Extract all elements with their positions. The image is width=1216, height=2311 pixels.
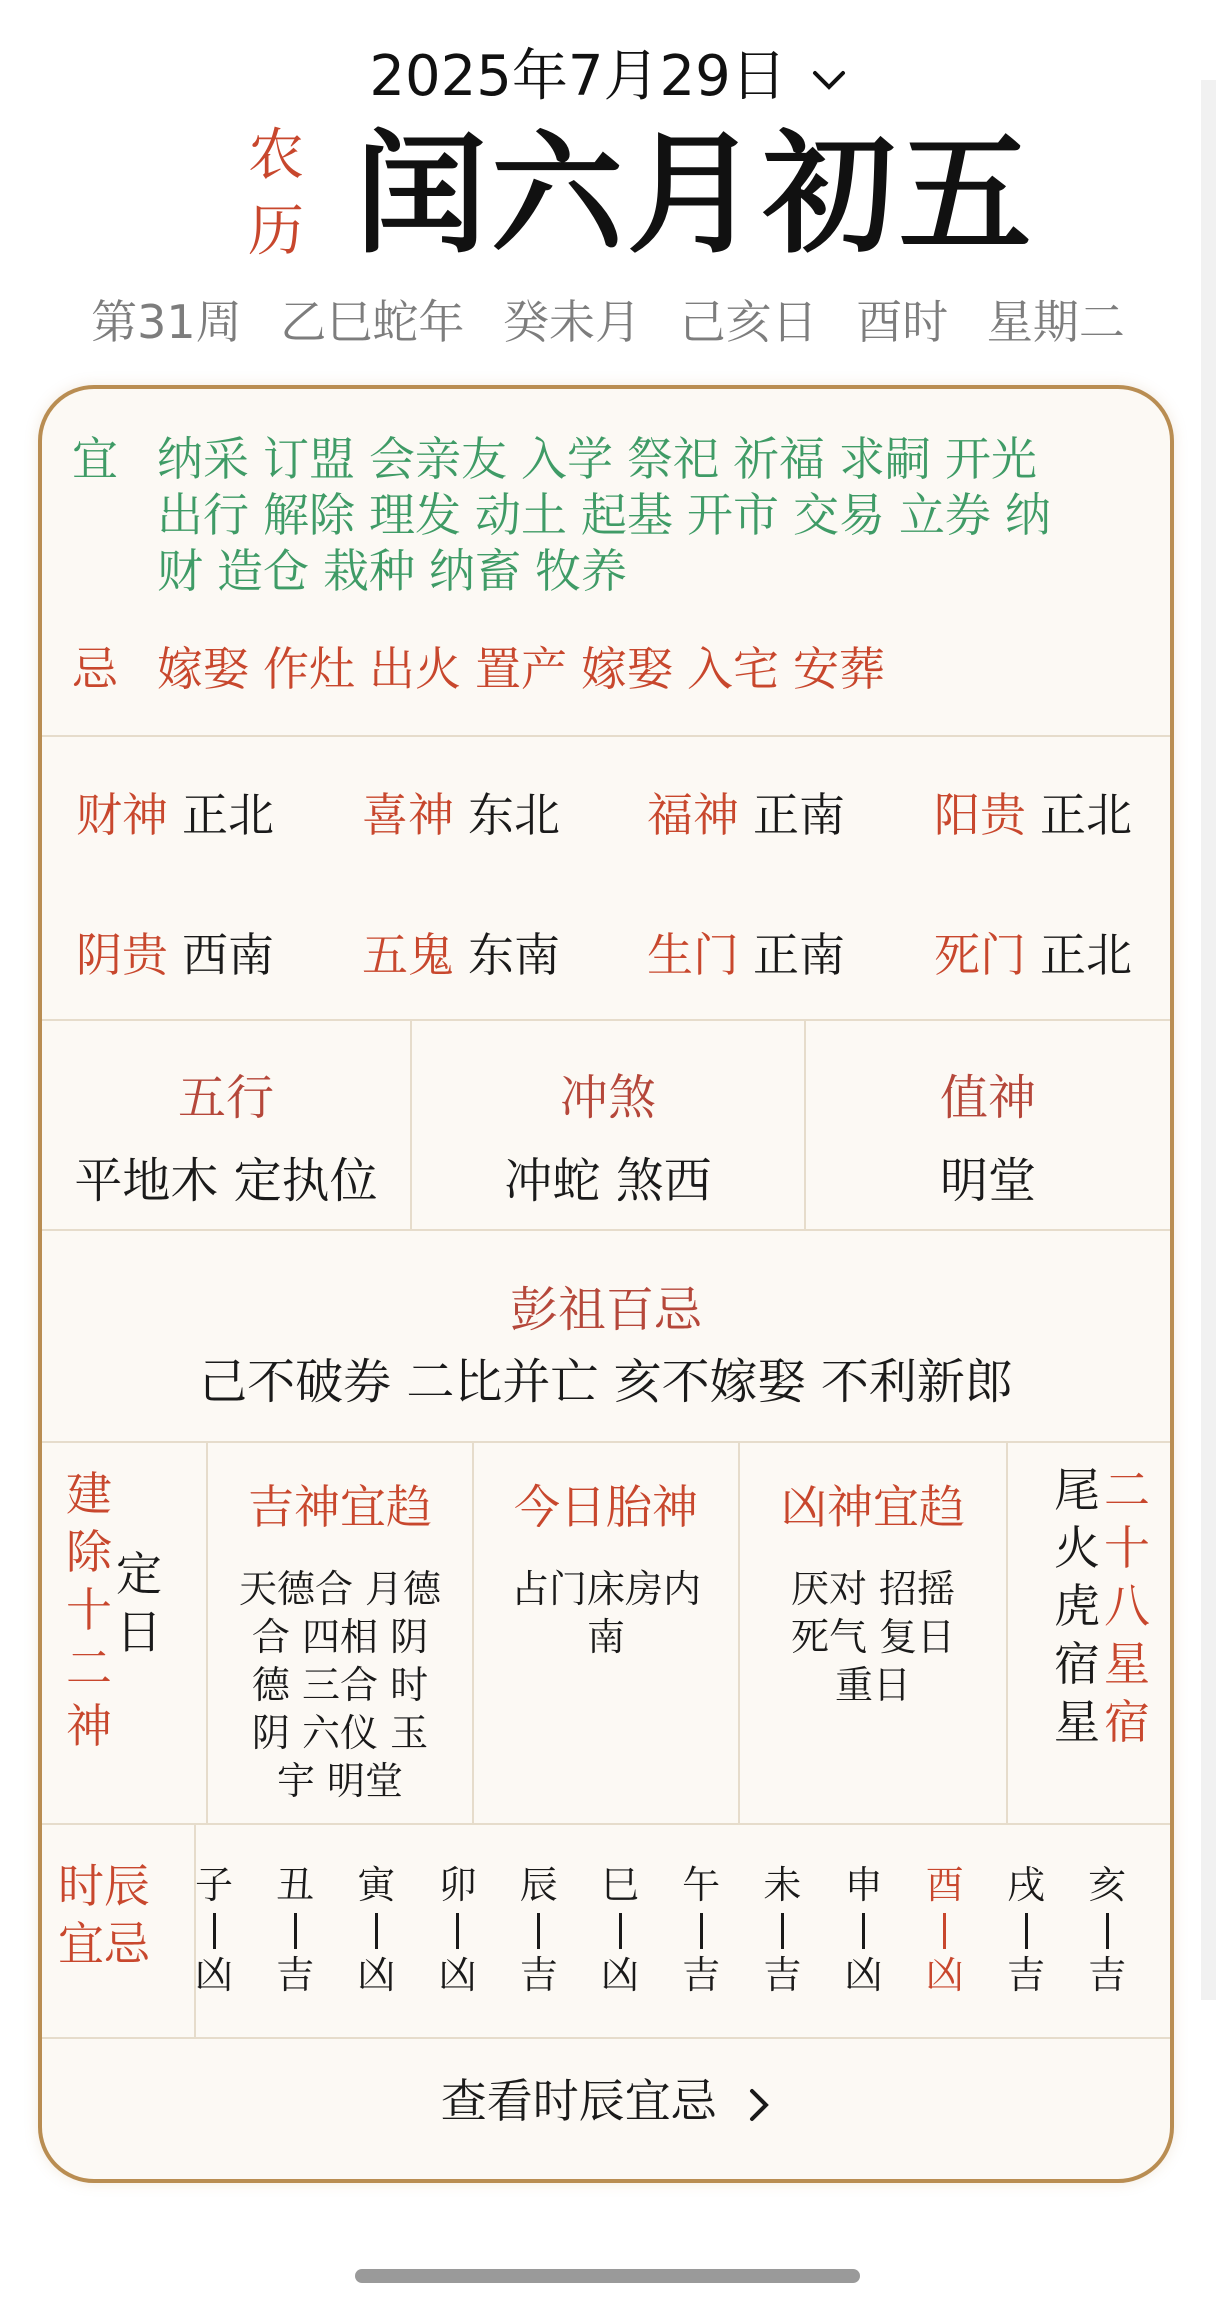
hour-separator [456,1913,459,1949]
hour-branch: 申 [844,1863,883,1907]
yi-line [157,431,1142,487]
xiongshen-line: 死气 复日 [790,1615,956,1659]
direction-yingui [76,919,274,985]
xiu-label-char: 宿 [1104,1695,1150,1749]
scrollbar[interactable] [1201,80,1216,2000]
weekday: 星期二 [986,295,1125,349]
shichen-hour [346,1861,406,1999]
zhishen-value: 明堂 [939,1153,1036,1209]
direction-value: 东北 [468,788,560,842]
jishen-line: 天德合 月德 [238,1567,442,1611]
xiu-value-char: 宿 [1054,1637,1100,1691]
jianchu-label [66,1465,116,1755]
shichen-hour [1077,1861,1137,1999]
hour-luck: 凶 [844,1953,883,1997]
hour-branch: 丑 [276,1863,315,1907]
hour-separator [213,1913,216,1949]
shichen-hour [428,1861,488,1999]
direction-yanggui [934,779,1132,845]
xiongshen-line: 重日 [834,1663,911,1707]
yi-item: 牧养 [535,544,627,598]
hour-branch: 子 [194,1863,233,1907]
direction-wugui [362,919,560,985]
xiu-value-char: 虎 [1054,1579,1100,1633]
yi-item: 动土 [475,488,567,542]
hour-branch: 亥 [1088,1863,1127,1907]
ji-item: 嫁娶 [157,642,249,696]
xiu-label-char: 八 [1104,1579,1150,1633]
direction-label: 阳贵 [934,788,1026,842]
xiongshen-column [740,1443,1006,1823]
direction-value: 西南 [182,928,274,982]
yi-item: 出行 [157,488,249,542]
hour-luck: 吉 [682,1953,721,1997]
hour-separator [537,1913,540,1949]
yi-item: 订盟 [263,432,355,486]
shichen-hour [996,1861,1056,1999]
yi-item: 理发 [369,488,461,542]
shichen-label-line: 时辰 [58,1859,150,1913]
hour-separator [375,1913,378,1949]
hour-separator [700,1913,703,1949]
date-subtitle [0,286,1216,352]
hour-separator [862,1913,865,1949]
chongsha-cell [412,1059,804,1211]
yi-line [157,487,1142,543]
hour-luck: 凶 [194,1953,233,1997]
xiongshen-list [773,1565,973,1709]
wuxing-title: 五行 [177,1070,274,1126]
taishen-column [474,1443,738,1823]
info-section [42,1021,1170,1229]
direction-label: 阴贵 [76,928,168,982]
chongsha-value: 冲蛇 煞西 [504,1153,712,1209]
xiu-label-char: 星 [1104,1637,1150,1691]
jishen-list [220,1565,460,1805]
hour-luck: 凶 [357,1953,396,1997]
view-shichen-button[interactable] [42,2065,1170,2131]
ji-item: 作灶 [263,642,355,696]
direction-xishen [362,779,560,845]
view-shichen-label: 查看时辰宜忌 [440,2074,717,2128]
lunar-tag [248,118,312,270]
xiu-value-char: 尾 [1054,1463,1100,1517]
xiongshen-title: 凶神宜趋 [781,1480,965,1534]
direction-label: 死门 [934,928,1026,982]
wuxing-cell [42,1059,410,1211]
yi-item: 入学 [521,432,613,486]
hour-branch: 辰 [519,1863,558,1907]
hour-luck: 吉 [1088,1953,1127,1997]
jianchu-char: 十 [66,1583,112,1637]
year-ganzhi: 乙巳蛇年 [280,295,465,349]
yi-item: 会亲友 [369,432,507,486]
hour-luck: 吉 [1006,1953,1045,1997]
hour-luck: 凶 [438,1953,477,1997]
xiu-value-char: 星 [1054,1695,1100,1749]
hour-ganzhi: 酉时 [856,295,949,349]
taishen-title: 今日胎神 [514,1480,698,1534]
jianchu-char: 建 [66,1467,112,1521]
shichen-hour [184,1861,244,1999]
yi-item: 立券 [899,488,991,542]
shichen-hour [265,1861,325,1999]
xiu-value [1054,1461,1102,1751]
yi-item: 财 [157,544,203,598]
ji-item: 出火 [369,642,461,696]
direction-value: 正北 [182,788,274,842]
direction-value: 正北 [1040,928,1132,982]
yi-label: 宜 [72,432,118,486]
yi-item: 祭祀 [627,432,719,486]
direction-label: 喜神 [362,788,454,842]
yi-item: 开光 [945,432,1037,486]
hour-branch: 卯 [438,1863,477,1907]
shichen-hour [752,1861,812,1999]
jianchu-value [116,1545,166,1661]
yi-item: 纳采 [157,432,249,486]
shichen-hour [671,1861,731,1999]
yi-item: 栽种 [323,544,415,598]
taishen-line: 南 [586,1615,625,1659]
yi-item: 造仓 [217,544,309,598]
xiu-label-char: 十 [1104,1521,1150,1575]
shichen-hour [915,1861,975,1999]
shichen-label-line: 宜忌 [58,1917,150,1971]
shichen-section [42,1825,1170,2037]
yi-item: 纳畜 [429,544,521,598]
divider [42,2037,1170,2039]
hour-branch: 酉 [925,1863,964,1907]
xiu-label [1104,1461,1152,1751]
yi-item: 开市 [687,488,779,542]
direction-caishen [76,779,274,845]
lunar-date: 闰六月初五 [355,118,1035,272]
direction-label: 五鬼 [362,928,454,982]
jishen-line: 宇 明堂 [276,1759,404,1803]
ji-item: 置产 [475,642,567,696]
ji-item: 入宅 [687,642,779,696]
yi-item: 祈福 [733,432,825,486]
direction-label: 福神 [647,788,739,842]
wuxing-value: 平地木 定执位 [74,1153,378,1209]
xiongshen-line: 厌对 招摇 [790,1567,956,1611]
shen-section [42,1443,1170,1823]
direction-value: 东南 [468,928,560,982]
hour-branch: 巳 [600,1863,639,1907]
jishen-line: 阴 六仪 玉 [251,1711,429,1755]
jianchu-char: 除 [66,1525,112,1579]
day-ganzhi: 己亥日 [679,295,818,349]
yi-line [157,543,1142,599]
chongsha-title: 冲煞 [559,1070,656,1126]
lunar-tag-char: 农 [248,123,304,188]
jishen-column [208,1443,472,1823]
chevron-right-icon [747,2086,771,2124]
hour-separator [619,1913,622,1949]
almanac-card [38,385,1174,2183]
pengzu-title: 彭祖百忌 [509,1282,702,1338]
jianchu-value-char: 定 [116,1547,162,1601]
shichen-label [58,1857,168,1973]
pengzu-section [42,1231,1170,1441]
yi-item: 解除 [263,488,355,542]
hour-luck: 凶 [600,1953,639,1997]
hour-branch: 午 [682,1863,721,1907]
ji-label: 忌 [72,642,118,696]
date-selector[interactable] [0,32,1216,112]
chevron-down-icon [811,68,847,92]
jishen-line: 德 三合 时 [251,1663,429,1707]
yi-list [157,431,1142,599]
hour-branch: 未 [763,1863,802,1907]
direction-label: 生门 [647,928,739,982]
direction-value: 正北 [1040,788,1132,842]
divider [1006,1443,1008,1823]
month-ganzhi: 癸未月 [502,295,641,349]
ji-item: 嫁娶 [581,642,673,696]
zhishen-cell [806,1059,1170,1211]
hour-separator [781,1913,784,1949]
xiu-label-char: 二 [1104,1463,1150,1517]
direction-shengmen [647,919,845,985]
hour-luck: 吉 [519,1953,558,1997]
hour-branch: 戌 [1006,1863,1045,1907]
direction-value: 正南 [753,788,845,842]
hour-separator [1106,1913,1109,1949]
hour-separator [294,1913,297,1949]
yi-item: 求嗣 [839,432,931,486]
hour-luck: 吉 [276,1953,315,1997]
hour-separator [943,1913,946,1949]
direction-value: 正南 [753,928,845,982]
jishen-title: 吉神宜趋 [248,1480,432,1534]
direction-fushen [647,779,845,845]
xiu-value-char: 火 [1054,1521,1100,1575]
ji-item: 安葬 [793,642,885,696]
jianchu-char: 神 [66,1699,112,1753]
direction-simen [934,919,1132,985]
taishen-line: 占门床房内 [510,1567,701,1611]
lunar-tag-char: 历 [248,199,304,264]
yi-item: 纳 [1005,488,1051,542]
jianchu-value-char: 日 [116,1605,162,1659]
week-number: 第31周 [91,295,242,349]
jianchu-char: 二 [66,1641,112,1695]
ji-list [157,641,1142,697]
direction-label: 财神 [76,788,168,842]
directions-section [42,737,1170,1019]
shichen-hour [834,1861,894,1999]
solar-date: 2025年7月29日 [369,44,787,109]
zhishen-title: 值神 [939,1070,1036,1126]
shichen-hour [590,1861,650,1999]
taishen-text [496,1565,716,1661]
hour-branch: 寅 [357,1863,396,1907]
home-indicator[interactable] [355,2269,860,2283]
hour-separator [1025,1913,1028,1949]
hour-luck: 凶 [925,1953,964,1997]
pengzu-text: 己不破券 二比并亡 亥不嫁娶 不利新郎 [199,1354,1013,1410]
yi-item: 交易 [793,488,885,542]
yi-ji-section [42,389,1170,735]
shichen-hour [509,1861,569,1999]
jishen-line: 合 四相 阴 [251,1615,429,1659]
yi-item: 起基 [581,488,673,542]
hour-luck: 吉 [763,1953,802,1997]
